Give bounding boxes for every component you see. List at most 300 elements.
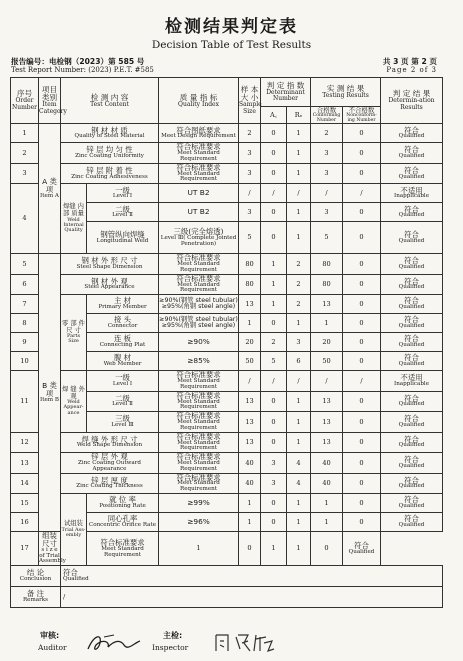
table-cell <box>159 453 239 473</box>
table-cell <box>159 143 239 163</box>
cell-text-en: Qualified <box>398 237 425 244</box>
table-cell: 9 <box>11 333 39 352</box>
col-determinant <box>261 78 311 107</box>
table-cell <box>61 566 443 587</box>
cell-text-en: Qualified <box>398 421 425 428</box>
cell-text: 符合 <box>404 393 419 403</box>
table-cell <box>11 587 61 608</box>
table-cell: 80 <box>239 274 261 294</box>
cell-text: 符合标准要求 <box>176 452 221 462</box>
table-cell: 1 <box>287 494 311 513</box>
table-cell: 5 <box>261 352 287 371</box>
table-cell: 1 <box>239 494 261 513</box>
cell-text: 合格数 <box>316 106 337 114</box>
table-cell <box>159 494 239 513</box>
table-cell <box>11 566 61 587</box>
col-category <box>39 78 67 124</box>
cell-text: 焊 缝 外 观 <box>62 386 85 400</box>
col-index <box>159 78 239 124</box>
cell-text-en: Qualified <box>63 576 89 583</box>
cell-text-en: Qualified <box>398 133 425 140</box>
table-row <box>11 274 443 294</box>
cell-text-en: Meet Standard Requirement <box>177 281 220 294</box>
table-cell: 0 <box>261 494 287 513</box>
cell-text: 序号 <box>16 89 33 99</box>
table-cell: 15 <box>11 494 39 513</box>
table-cell: 40 <box>311 453 343 473</box>
table-row <box>11 432 443 452</box>
table-cell: 0 <box>343 163 381 183</box>
table-row <box>11 163 443 183</box>
table-cell: 0 <box>343 412 381 432</box>
cell-text-en: Level Ⅲ <box>111 421 134 428</box>
col-ac: A꜀ <box>261 107 287 124</box>
cell-text-en: Zinc Coating Outward Appearance <box>78 459 141 472</box>
cell-text-en: Parts Size <box>66 333 81 345</box>
table-cell <box>381 203 443 222</box>
cell-text-en: Concentric Orifice Rate <box>88 522 157 529</box>
table-cell: 13 <box>311 391 343 411</box>
table-cell <box>87 532 159 566</box>
table-cell: 50 <box>239 352 261 371</box>
cell-text: 不适用 <box>400 373 423 383</box>
table-cell: / <box>287 184 311 203</box>
cell-text: 符合 <box>404 165 419 175</box>
table-cell: 13 <box>311 432 343 452</box>
cell-text: 符合 <box>404 125 419 135</box>
col-conform <box>311 107 343 124</box>
signature-footer <box>0 627 463 661</box>
table-cell: 2 <box>311 124 343 143</box>
cell-text: 焊缝 内部 质量 <box>63 203 84 217</box>
table-cell: 1 <box>311 314 343 333</box>
table-cell: 40 <box>239 453 261 473</box>
table-cell: 80 <box>239 254 261 274</box>
cell-text-en: Steel Appearance <box>84 284 135 291</box>
cell-text: B 类 项 <box>42 381 57 398</box>
cell-text-en: Weld Shape Dimension <box>76 442 143 449</box>
cell-text-en: Qualified <box>398 401 425 408</box>
cell-text: 符合 <box>404 414 419 424</box>
table-cell <box>381 473 443 493</box>
cell-text-en: Meet Standard Requirement <box>177 398 220 411</box>
cell-text-en: Trial Ass-embly <box>61 526 86 539</box>
cell-text-en: Connector <box>107 323 138 330</box>
cell-text: 二级 <box>115 204 130 214</box>
cell-text-en: Quality Index <box>178 100 219 108</box>
table-cell: 0 <box>343 391 381 411</box>
table-cell: / <box>287 371 311 391</box>
table-cell: 4 <box>11 184 39 254</box>
cell-text-en: Determinant Number <box>266 88 305 102</box>
cell-text: 三级(完全熔透) <box>173 227 224 237</box>
cell-text-en: Item A <box>40 192 59 199</box>
table-cell: / <box>261 184 287 203</box>
table-cell: 1 <box>287 513 311 532</box>
cell-text-en: Remarks <box>22 597 49 604</box>
table-cell: 40 <box>239 473 261 493</box>
table-cell <box>159 203 239 222</box>
cell-text: 符合标准要求 <box>176 431 221 441</box>
table-cell <box>159 432 239 452</box>
cell-text: 符合标准要求 <box>176 162 221 172</box>
cell-text-en: Connecting Plat <box>99 342 146 349</box>
table-cell: 0 <box>261 391 287 411</box>
cell-text-en: Inapplicable <box>393 380 430 387</box>
table-cell <box>381 254 443 274</box>
table-cell: 8 <box>11 314 39 333</box>
table-row <box>11 473 443 493</box>
table-cell: 17 <box>11 532 39 566</box>
col-nonconform <box>343 107 381 124</box>
table-cell: 0 <box>343 203 381 222</box>
table-cell: 13 <box>239 432 261 452</box>
table-cell: 1 <box>239 513 261 532</box>
table-cell <box>159 254 239 274</box>
cell-text: ≥90% <box>187 337 210 347</box>
table-cell <box>159 513 239 532</box>
cell-text-en: Zinc Coating Thickness <box>76 483 143 490</box>
table-cell: 3 <box>11 163 39 183</box>
inspector-label: 主检: <box>163 631 183 640</box>
cell-text: 接 头 <box>113 315 132 325</box>
table-cell <box>381 432 443 452</box>
cell-text-en: Meet Standard Requirement <box>177 459 220 472</box>
table-cell <box>159 473 239 493</box>
cell-text: 符合标准要求 <box>176 253 221 263</box>
table-cell <box>61 124 159 143</box>
table-cell: 0 <box>343 333 381 352</box>
table-row <box>11 254 443 274</box>
cell-text-en: Conforming Number <box>312 112 341 123</box>
table-cell <box>381 453 443 473</box>
cell-text-en: Meet Standard Requirement <box>177 419 220 431</box>
table-cell: / <box>311 184 343 203</box>
table-cell: 1 <box>287 203 311 222</box>
cell-text-en: Zinc Coating Adhesiveness <box>71 173 148 180</box>
table-cell <box>61 473 159 493</box>
table-row <box>11 184 443 203</box>
conclusion-row <box>11 566 443 587</box>
table-cell <box>159 274 239 294</box>
table-cell: 3 <box>287 333 311 352</box>
table-cell: 0 <box>261 412 287 432</box>
cell-text: ≥99% <box>187 498 210 508</box>
table-cell <box>87 412 159 432</box>
cell-text: 符合 <box>404 296 419 306</box>
cell-text: ≥96% <box>187 517 210 527</box>
cell-text-en: Qualified <box>398 522 425 529</box>
table-cell: 80 <box>311 274 343 294</box>
cell-text: 符合标准要求 <box>100 538 145 547</box>
auditor-signature <box>84 629 144 657</box>
table-cell <box>159 124 239 143</box>
cell-text-en: Sample Size <box>239 101 262 115</box>
group-parts-size <box>61 295 87 371</box>
table-cell: 4 <box>287 473 311 493</box>
cell-text-en: Test Content <box>90 100 129 108</box>
table-cell: 3 <box>239 163 261 183</box>
cell-text-en: Longitudinal Weld <box>96 237 149 244</box>
table-cell: 5 <box>11 254 39 274</box>
remarks-row <box>11 587 443 608</box>
auditor-label: 审核: <box>40 631 60 640</box>
cell-text-en: s i z e of Trial Assembly <box>39 546 66 565</box>
table-cell <box>381 333 443 352</box>
cell-text-en: Steel Shape Dimension <box>76 264 143 270</box>
table-cell <box>159 314 239 333</box>
table-cell: 0 <box>343 494 381 513</box>
table-cell <box>61 432 159 452</box>
category-b <box>39 254 61 532</box>
cell-text: 锌 层 外 观 <box>91 452 128 462</box>
cell-text: 三级 <box>115 414 130 424</box>
cell-text: 符合 <box>63 568 78 578</box>
table-cell <box>381 412 443 432</box>
table-cell: 1 <box>287 222 311 254</box>
table-cell: 0 <box>343 432 381 452</box>
table-cell <box>87 513 159 532</box>
cell-text: 符合 <box>404 475 419 485</box>
cell-text: 腹 材 <box>113 353 132 363</box>
cell-text: 组装尺寸 <box>42 531 57 548</box>
table-cell <box>87 295 159 314</box>
cell-text: 符合 <box>404 353 419 363</box>
table-cell <box>381 494 443 513</box>
table-cell: 2 <box>287 274 311 294</box>
table-cell: 1 <box>261 295 287 314</box>
cell-text: A 类 项 <box>42 177 57 194</box>
inspector-signature <box>210 629 280 657</box>
table-row <box>11 143 443 163</box>
cell-text-en: Qualified <box>398 212 425 219</box>
cell-text-en: Level Ⅰ <box>112 380 133 387</box>
cell-text: 试组装 <box>64 520 83 528</box>
cell-text-en: Quality of Steel Material <box>74 133 145 140</box>
cell-text: 钢 材 外 形 尺 寸 <box>81 256 138 266</box>
cell-text: 连 板 <box>113 334 132 344</box>
cell-text: 样 本 大 小 <box>240 85 259 103</box>
table-row <box>11 124 443 143</box>
cell-text: 一级 <box>115 373 130 383</box>
header-row <box>11 78 443 107</box>
table-cell: 13 <box>311 295 343 314</box>
table-cell: 0 <box>261 163 287 183</box>
col-testing <box>311 78 381 107</box>
table-cell: 0 <box>343 314 381 333</box>
table-cell: 1 <box>11 124 39 143</box>
cell-text: 主 材 <box>113 296 132 306</box>
table-cell: 20 <box>239 333 261 352</box>
cell-text: 钢管纵向焊缝 <box>100 230 145 239</box>
table-cell: 0 <box>343 143 381 163</box>
cell-text-en: Determin-ation Results <box>388 97 435 111</box>
table-cell: 0 <box>343 453 381 473</box>
cell-text: 就 位 率 <box>109 495 136 505</box>
cell-text-en: Weld Appear-ance <box>63 399 84 416</box>
cell-text: 不适用 <box>400 185 423 195</box>
table-cell <box>381 295 443 314</box>
table-cell: 3 <box>239 143 261 163</box>
table-cell: 14 <box>11 473 39 493</box>
cell-text-en: Qualified <box>398 284 425 291</box>
table-cell <box>39 531 66 566</box>
cell-text: 结 论 <box>26 568 45 578</box>
col-re: Rₑ <box>287 107 311 124</box>
page-indicator-en: Page 2 of 3 <box>386 66 437 74</box>
cell-text-en: Item Category <box>39 101 67 115</box>
cell-text: 符合 <box>404 315 419 325</box>
col-content <box>61 78 159 124</box>
table-cell <box>159 412 239 432</box>
table-cell <box>87 371 159 391</box>
table-cell: 0 <box>261 314 287 333</box>
table-cell: 2 <box>287 295 311 314</box>
table-cell: 6 <box>11 274 39 294</box>
table-cell <box>87 314 159 333</box>
table-cell: 1 <box>261 532 287 566</box>
cell-text: 符合 <box>404 145 419 155</box>
cell-text-en: Order Number <box>11 97 38 111</box>
table-cell <box>381 314 443 333</box>
table-cell <box>61 143 159 163</box>
cell-text-en: Inapplicable <box>393 193 430 200</box>
table-cell: 13 <box>239 391 261 411</box>
table-row <box>11 371 443 391</box>
table-cell <box>159 333 239 352</box>
group-weld-internal <box>61 184 87 254</box>
table-cell: 0 <box>343 274 381 294</box>
report-number: 报告编号：电检钢（2023）第 585 号 <box>11 57 145 66</box>
cell-text: 二级 <box>115 393 130 403</box>
table-cell: 10 <box>11 352 39 371</box>
table-cell: 2 <box>287 254 311 274</box>
table-cell: 0 <box>261 432 287 452</box>
table-cell: 12 <box>11 432 39 452</box>
table-cell: 3 <box>239 203 261 222</box>
table-cell <box>381 371 443 391</box>
table-cell <box>159 352 239 371</box>
table-cell: / <box>239 184 261 203</box>
table-cell: / <box>343 371 381 391</box>
cell-text: 锌 层 附 着 性 <box>86 165 133 175</box>
cell-text: 项目类别 <box>41 85 58 103</box>
cell-text-en: Meet Standard Requirement <box>177 378 220 390</box>
cell-text-en: Testing Results <box>322 91 369 99</box>
table-cell: 0 <box>261 513 287 532</box>
cell-text: 符合标准要求 <box>176 411 221 421</box>
table-cell: 13 <box>239 295 261 314</box>
cell-text-en: Qualified <box>348 548 375 555</box>
cell-text-en: Qualified <box>398 361 425 368</box>
table-cell: 1 <box>287 391 311 411</box>
cell-text: UT B2 <box>187 207 210 217</box>
table-cell: 0 <box>261 222 287 254</box>
table-cell: 1 <box>287 314 311 333</box>
cell-text-en: Positioning Rate <box>99 503 146 510</box>
table-cell <box>159 371 239 391</box>
table-cell: 3 <box>261 453 287 473</box>
table-cell <box>61 163 159 183</box>
table-cell: 3 <box>261 473 287 493</box>
table-cell: 1 <box>287 143 311 163</box>
cell-text: 锌 层 均 匀 性 <box>86 145 133 155</box>
cell-text: 符合 <box>404 455 419 465</box>
cell-text: ≥95%(角钢 steel angle) <box>161 303 236 311</box>
cell-text: 符合 <box>404 256 419 266</box>
table-cell: 40 <box>311 473 343 493</box>
table-cell: 3 <box>311 163 343 183</box>
page-title: 检测结果判定表 <box>165 17 298 37</box>
cell-text: 符合图纸要求 <box>176 125 221 135</box>
table-cell: 0 <box>343 295 381 314</box>
table-cell: 7 <box>11 295 39 314</box>
table-cell <box>381 274 443 294</box>
table-cell: 0 <box>261 143 287 163</box>
group-weld-appearance <box>61 371 87 432</box>
page-subtitle: Decision Table of Test Results <box>151 39 312 51</box>
cell-text-en: Qualified <box>398 483 425 490</box>
table-cell <box>381 143 443 163</box>
table-cell <box>381 124 443 143</box>
table-cell: 1 <box>287 412 311 432</box>
table-cell: 0 <box>261 124 287 143</box>
table-row <box>11 494 443 513</box>
cell-text: 质 量 指 标 <box>179 92 218 102</box>
cell-text-en: Qualified <box>398 153 425 160</box>
table-cell: 20 <box>311 333 343 352</box>
table-cell: 5 <box>311 222 343 254</box>
cell-text-en: Qualified <box>398 503 425 510</box>
table-cell: 13 <box>311 412 343 432</box>
cell-text-en: Meet Standard Requirement <box>101 545 144 558</box>
cell-text-en: Qualified <box>398 173 425 180</box>
table-cell <box>381 163 443 183</box>
cell-text-en: Primary Member <box>98 304 147 311</box>
cell-text-en: Meet Standard Requirement <box>177 170 220 183</box>
table-cell: 0 <box>343 222 381 254</box>
cell-text-en: Qualified <box>398 462 425 469</box>
table-cell <box>343 532 381 566</box>
cell-text-en: Web Member <box>103 361 142 368</box>
table-cell <box>159 163 239 183</box>
category-a <box>39 124 61 254</box>
table-cell: 1 <box>311 494 343 513</box>
cell-text: 符合 <box>404 434 419 444</box>
table-cell: 1 <box>287 532 311 566</box>
cell-text-en: Qualified <box>398 264 425 270</box>
table-cell: 16 <box>11 513 39 532</box>
page-indicator: 共 3 页 第 2 页 <box>382 57 437 66</box>
cell-text: 符合 <box>404 276 419 286</box>
table-cell <box>87 391 159 411</box>
cell-text-en: Level Ⅲ( Complete Jointed Penetration) <box>160 234 237 247</box>
table-cell: 11 <box>11 371 39 432</box>
table-cell: 80 <box>311 254 343 274</box>
table-cell <box>87 222 159 254</box>
cell-text-en: Level Ⅱ <box>112 401 133 408</box>
table-cell: 0 <box>261 203 287 222</box>
cell-text-en: Meet Standard Requirement <box>177 480 220 493</box>
cell-text: 符合标准要求 <box>176 273 221 283</box>
table-cell: 13 <box>239 412 261 432</box>
cell-text-en: Nonconform-ing Number <box>346 112 377 123</box>
cell-text: 检 测 内 容 <box>90 92 129 102</box>
table-cell <box>159 391 239 411</box>
cell-text: 符合标准要求 <box>176 370 221 380</box>
inspector-label-en: Inspector <box>152 643 189 652</box>
table-cell: 3 <box>311 203 343 222</box>
